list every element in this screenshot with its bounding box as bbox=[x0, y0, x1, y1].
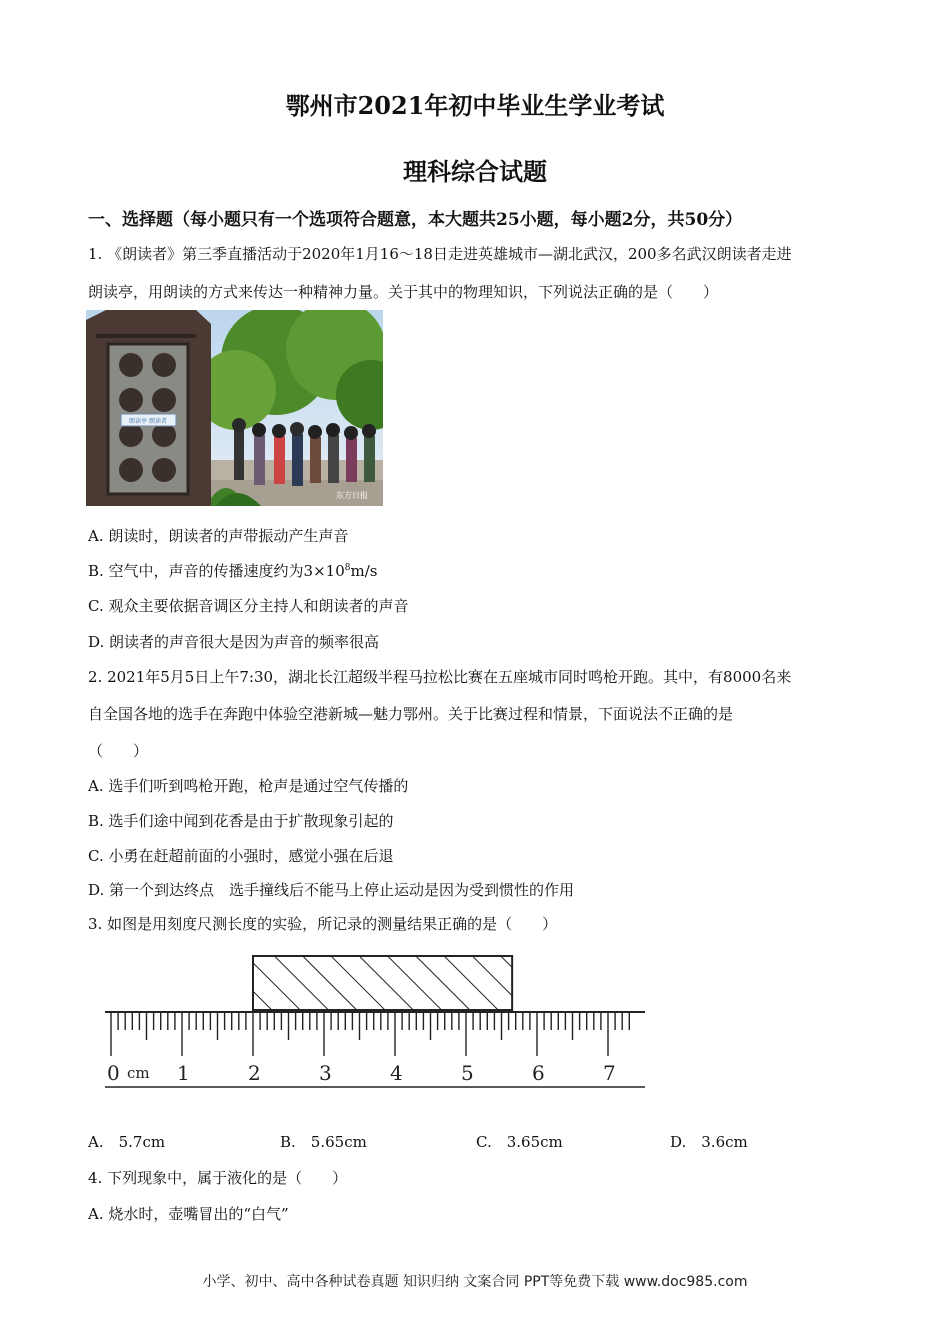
exam-subtitle: 理科综合试题 bbox=[403, 157, 547, 186]
q2-line3: （ ） bbox=[88, 742, 149, 760]
q2-option-d: D. 第一个到达终点 选手撞线后不能马上停止运动是因为受到惯性的作用 bbox=[88, 881, 575, 899]
q1-option-d: D. 朗读者的声音很大是因为声音的频率很高 bbox=[88, 633, 380, 651]
q2-line1: 2. 2021年5月5日上午7:30，湖北长江超级半程马拉松比赛在五座城市同时鸣枪开跑。其中，有8000名来 bbox=[88, 668, 792, 686]
q1-option-b-unit: m/s bbox=[350, 562, 378, 580]
q3-choice-d: D. 3.6cm bbox=[670, 1133, 748, 1151]
ruler-labels bbox=[107, 1061, 616, 1085]
ruler-label: 4 bbox=[390, 1061, 403, 1085]
q1-option-b bbox=[88, 560, 377, 581]
q2-option-a: A. 选手们听到鸣枪开跑，枪声是通过空气传播的 bbox=[88, 777, 409, 795]
reading-booth-photo bbox=[86, 310, 383, 506]
q2-line2: 自全国各地的选手在奔跑中体验空港新城—魅力鄂州。关于比赛过程和情景，下面说法不正确的是 bbox=[88, 705, 734, 723]
q3-line1: 3. 如图是用刻度尺测长度的实验，所记录的测量结果正确的是（ ） bbox=[88, 915, 558, 933]
q3-choice-b: B. 5.65cm bbox=[280, 1133, 367, 1151]
ruler-label: 5 bbox=[461, 1061, 474, 1085]
measured-block bbox=[253, 956, 512, 1010]
photo-sign-text: 朗读亭 朗读者 bbox=[129, 418, 167, 425]
ruler-label: 7 bbox=[603, 1061, 616, 1085]
q3-choice-c: C. 3.65cm bbox=[476, 1133, 563, 1151]
q1-option-c: C. 观众主要依据音调区分主持人和朗读者的声音 bbox=[88, 597, 409, 615]
page-footer: 小学、初中、高中各种试卷真题 知识归纳 文案合同 PPT等免费下载 www.doc985.com bbox=[202, 1274, 748, 1290]
ruler-ticks bbox=[111, 1012, 629, 1056]
q1-line2: 朗读亭，用朗读的方式来传达一种精神力量。关于其中的物理知识，下列说法正确的是（ ） bbox=[88, 283, 719, 301]
section-heading: 一、选择题（每小题只有一个选项符合题意，本大题共25小题，每小题2分，共50分） bbox=[88, 210, 743, 230]
ruler-unit-label: cm bbox=[127, 1064, 150, 1082]
q4-option-a: A. 烧水时，壶嘴冒出的“白气” bbox=[88, 1205, 289, 1223]
q1-option-a: A. 朗读时，朗读者的声带振动产生声音 bbox=[88, 527, 349, 545]
ruler-label: 1 bbox=[177, 1061, 190, 1085]
q3-choice-a: A. 5.7cm bbox=[88, 1133, 166, 1151]
q2-option-c: C. 小勇在赶超前面的小强时，感觉小强在后退 bbox=[88, 847, 394, 865]
exam-title: 鄂州市2021年初中毕业生学业考试 bbox=[285, 91, 665, 120]
ruler-label: 6 bbox=[532, 1061, 545, 1085]
q4-line1: 4. 下列现象中，属于液化的是（ ） bbox=[88, 1169, 348, 1187]
ruler-label: 0 bbox=[107, 1061, 120, 1085]
q2-option-b: B. 选手们途中闻到花香是由于扩散现象引起的 bbox=[88, 812, 394, 830]
q1-option-b-exponent: 8 bbox=[344, 563, 351, 573]
ruler-diagram bbox=[100, 952, 650, 1092]
photo-watermark: 东方日报 bbox=[336, 491, 368, 500]
q1-line1: 1. 《朗读者》第三季直播活动于2020年1月16～18日走进英雄城市—湖北武汉，200多名武汉朗读者走进 bbox=[88, 245, 792, 263]
ruler-label: 2 bbox=[248, 1061, 261, 1085]
q1-option-b-text: B. 空气中，声音的传播速度约为3×10 bbox=[88, 562, 345, 580]
ruler-label: 3 bbox=[319, 1061, 332, 1085]
